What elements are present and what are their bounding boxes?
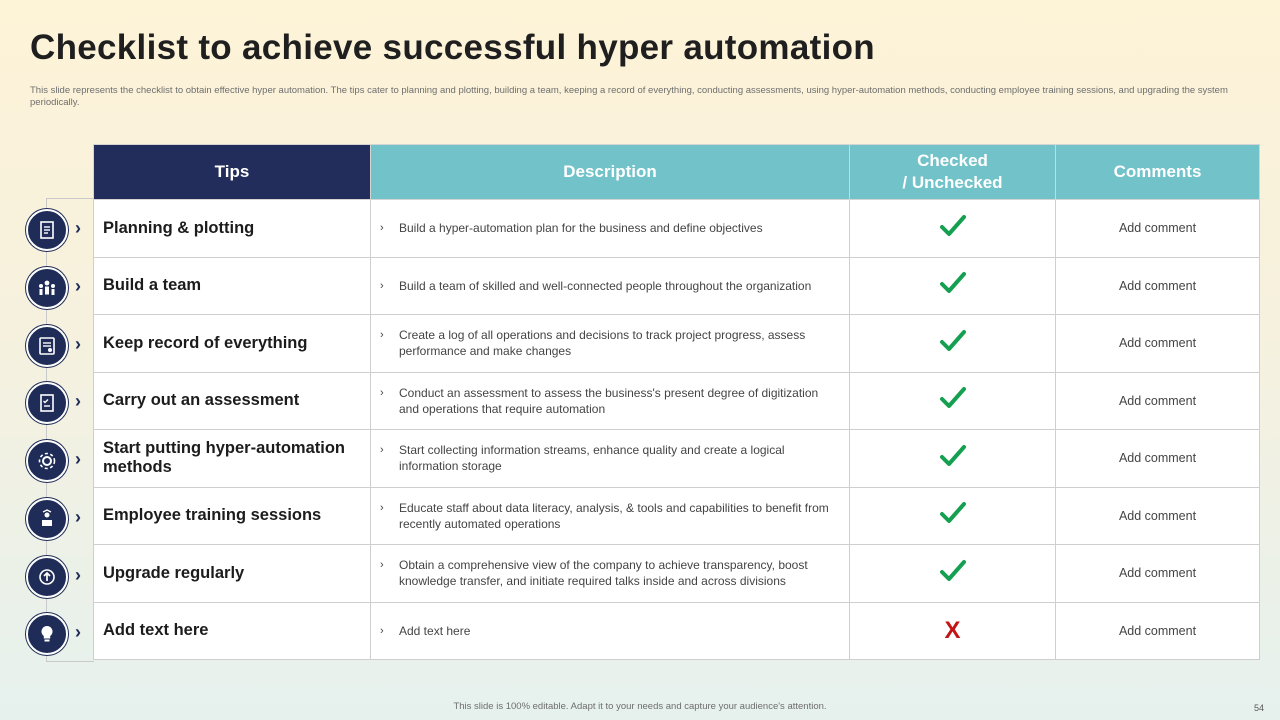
team-icon <box>26 267 68 309</box>
checkmark-icon <box>939 501 967 525</box>
add-comment-text[interactable]: Add comment <box>1118 566 1197 581</box>
bullet-icon: › <box>380 329 384 342</box>
status-cell[interactable] <box>850 372 1056 430</box>
tip-cell: Add text here <box>94 602 371 660</box>
header-description: Description <box>371 145 850 200</box>
description-cell <box>371 200 850 258</box>
assessment-icon <box>26 382 68 424</box>
description-text: Conduct an assessment to assess the business's present degree of digitization and operations that require automation <box>399 385 819 416</box>
description-cell <box>371 545 850 603</box>
comment-cell[interactable] <box>1056 257 1260 315</box>
table-row <box>94 430 1260 488</box>
add-comment-text[interactable]: Add comment <box>1118 278 1197 293</box>
chevron-right-icon: › <box>75 275 81 296</box>
add-comment-text[interactable]: Add comment <box>1118 508 1197 523</box>
tip-cell: Keep record of everything <box>94 315 371 373</box>
add-comment-text[interactable]: Add comment <box>1118 623 1197 638</box>
description-text: Create a log of all operations and decisions to track project progress, assess performance and make changes <box>399 328 806 359</box>
document-icon <box>26 209 68 251</box>
training-icon <box>26 498 68 540</box>
add-comment-text[interactable]: Add comment <box>1118 221 1197 236</box>
table-header-row <box>94 145 1260 200</box>
x-mark-icon: X <box>944 616 961 644</box>
chevron-right-icon: › <box>75 449 81 469</box>
status-cell[interactable] <box>850 200 1056 258</box>
description-text: Build a team of skilled and well-connected people throughout the organization <box>399 278 812 293</box>
header-checked <box>850 145 1056 200</box>
tip-cell: Start putting hyper-automation methods <box>94 430 371 488</box>
chevron-right-icon: › <box>75 564 81 585</box>
status-cell[interactable] <box>850 487 1056 545</box>
header-tips: Tips <box>94 145 371 200</box>
comment-cell[interactable] <box>1056 545 1260 603</box>
checkmark-icon <box>939 386 967 410</box>
chevron-right-icon: › <box>75 391 81 412</box>
description-cell <box>371 315 850 373</box>
page-subtitle: This slide represents the checklist to obtain effective hyper automation. The tips cater to planning and plotting, building a team, keeping a record of everything, conducting assessments, using hyper-automation methods, conducting employee training sessions, and upgrading the system periodically. <box>30 85 1228 108</box>
status-cell[interactable] <box>850 315 1056 373</box>
chevron-right-icon: › <box>75 333 81 354</box>
description-cell <box>371 602 850 660</box>
chevron-right-icon: › <box>75 218 81 238</box>
header-checked-line1: Checked <box>917 151 988 170</box>
page-title: Checklist to achieve successful hyper automation <box>30 28 875 67</box>
description-cell <box>371 430 850 488</box>
chevron-right-icon: › <box>75 622 81 643</box>
description-text: Educate staff about data literacy, analysis, & tools and capabilities to benefit from recently automated operations <box>399 500 829 531</box>
status-cell[interactable] <box>850 257 1056 315</box>
record-icon <box>26 325 68 367</box>
bullet-icon: › <box>380 559 384 572</box>
tip-cell: Build a team <box>94 257 371 315</box>
checklist-table <box>93 144 1260 660</box>
checkmark-icon <box>939 559 967 583</box>
tip-cell: Upgrade regularly <box>94 545 371 603</box>
table-row <box>94 315 1260 373</box>
status-cell[interactable] <box>850 602 1056 660</box>
header-checked-line2: / Unchecked <box>902 173 1003 192</box>
checkmark-icon <box>939 444 967 468</box>
comment-cell[interactable] <box>1056 602 1260 660</box>
tip-cell: Planning & plotting <box>94 200 371 258</box>
checkmark-icon <box>939 214 967 238</box>
header-comments: Comments <box>1056 145 1260 200</box>
add-comment-text[interactable]: Add comment <box>1118 451 1197 466</box>
comment-cell[interactable] <box>1056 487 1260 545</box>
description-text: Build a hyper-automation plan for the business and define objectives <box>399 221 763 236</box>
upgrade-icon <box>26 556 68 598</box>
tip-cell: Employee training sessions <box>94 487 371 545</box>
bullet-icon: › <box>380 222 384 235</box>
description-text: Obtain a comprehensive view of the company to achieve transparency, boost knowledge transfer, and initiate required talks inside and across divisions <box>399 558 808 589</box>
bullet-icon: › <box>380 279 384 292</box>
add-comment-text[interactable]: Add comment <box>1118 393 1197 408</box>
table-row <box>94 602 1260 660</box>
table-row <box>94 200 1260 258</box>
comment-cell[interactable] <box>1056 372 1260 430</box>
table-row <box>94 257 1260 315</box>
checkmark-icon <box>939 271 967 295</box>
chevron-right-icon: › <box>75 506 81 527</box>
table-row <box>94 372 1260 430</box>
description-text: Add text here <box>399 623 471 638</box>
comment-cell[interactable] <box>1056 315 1260 373</box>
status-cell[interactable] <box>850 545 1056 603</box>
status-cell[interactable] <box>850 430 1056 488</box>
footer-note: This slide is 100% editable. Adapt it to your needs and capture your audience's attention. <box>453 701 827 712</box>
bullet-icon: › <box>380 501 384 514</box>
description-cell <box>371 372 850 430</box>
tip-cell: Carry out an assessment <box>94 372 371 430</box>
comment-cell[interactable] <box>1056 430 1260 488</box>
comment-cell[interactable] <box>1056 200 1260 258</box>
lightbulb-icon <box>26 613 68 655</box>
bullet-icon: › <box>380 624 384 637</box>
description-cell <box>371 257 850 315</box>
page-number: 54 <box>1253 703 1264 713</box>
description-text: Start collecting information streams, enhance quality and create a logical information storage <box>399 443 785 474</box>
table-row <box>94 545 1260 603</box>
description-cell <box>371 487 850 545</box>
checkmark-icon <box>939 329 967 353</box>
bullet-icon: › <box>380 444 384 457</box>
table-row <box>94 487 1260 545</box>
gear-icon <box>26 440 68 482</box>
bullet-icon: › <box>380 386 384 399</box>
add-comment-text[interactable]: Add comment <box>1118 336 1197 351</box>
